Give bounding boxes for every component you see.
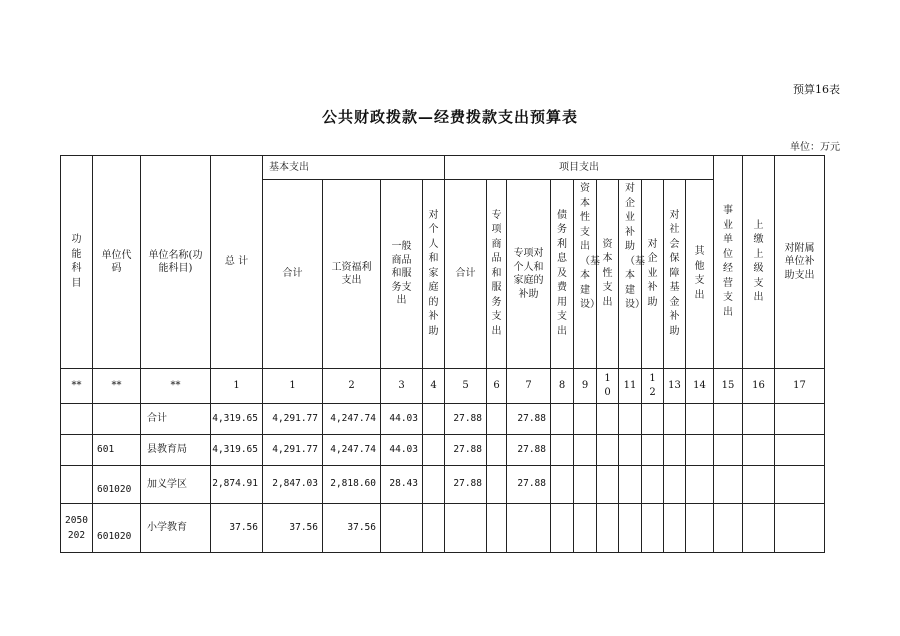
col-debt-header: 债务利息及费用支出: [551, 180, 574, 369]
basic-total-cell: 2,847.03: [263, 466, 323, 504]
table-cell: [642, 404, 664, 435]
index-cell: 14: [686, 369, 714, 404]
special-personal-cell: [507, 504, 551, 553]
func-cell: [61, 404, 93, 435]
project-total-cell: [445, 504, 487, 553]
col-personal-header: 对个人和家庭的补助: [423, 180, 445, 369]
index-cell: 9: [574, 369, 597, 404]
special-personal-cell: 27.88: [507, 466, 551, 504]
table-cell: [642, 435, 664, 466]
table-cell: [686, 404, 714, 435]
basic-total-cell: 37.56: [263, 504, 323, 553]
total-cell: 37.56: [211, 504, 263, 553]
table-cell: [619, 404, 642, 435]
special-goods-cell: [487, 504, 507, 553]
project-total-cell: 27.88: [445, 404, 487, 435]
table-cell: [597, 404, 619, 435]
col-name-header: 单位名称(功能科目): [141, 156, 211, 369]
col-special-personal-header: 专项对个人和家庭的补助: [507, 180, 551, 369]
salary-cell: 4,247.74: [323, 404, 381, 435]
goods-cell: 28.43: [381, 466, 423, 504]
index-cell: 1: [211, 369, 263, 404]
func-cell: 2050202: [61, 504, 93, 553]
table-cell: [714, 466, 743, 504]
total-cell: 4,319.65: [211, 404, 263, 435]
salary-cell: 2,818.60: [323, 466, 381, 504]
page-title: 公共财政拨款—经费拨款支出预算表: [321, 108, 578, 126]
table-cell: [686, 435, 714, 466]
col-capital-a-header: 资本性支出（基本建设）: [574, 180, 597, 369]
table-cell: [775, 435, 825, 466]
col-func-header: 功能科目: [61, 156, 93, 369]
index-cell: 2: [323, 369, 381, 404]
table-cell: [743, 435, 775, 466]
index-cell: **: [93, 369, 141, 404]
personal-cell: [423, 404, 445, 435]
table-cell: [551, 404, 574, 435]
index-cell: 3: [381, 369, 423, 404]
index-cell: 16: [743, 369, 775, 404]
table-row: [61, 504, 825, 553]
table-cell: [597, 435, 619, 466]
index-cell: 6: [487, 369, 507, 404]
table-cell: [664, 435, 686, 466]
table-cell: [743, 466, 775, 504]
table-cell: [686, 466, 714, 504]
col-upper-header: 上缴上级支出: [743, 156, 775, 369]
index-cell: 1: [263, 369, 323, 404]
table-cell: [686, 504, 714, 553]
table-cell: [664, 404, 686, 435]
col-project-total-header: 合计: [445, 180, 487, 369]
budget-table-number: 预算16表: [793, 83, 840, 96]
table-cell: [551, 504, 574, 553]
salary-cell: 4,247.74: [323, 435, 381, 466]
table-cell: [619, 504, 642, 553]
col-total-header: 总 计: [211, 156, 263, 369]
table-cell: [775, 466, 825, 504]
col-goods-header: 一般商品和服务支出: [381, 180, 423, 369]
special-personal-cell: 27.88: [507, 435, 551, 466]
special-goods-cell: [487, 435, 507, 466]
col-undertaking-header: 事业单位经营支出: [714, 156, 743, 369]
project-total-cell: 27.88: [445, 435, 487, 466]
index-cell: 5: [445, 369, 487, 404]
personal-cell: [423, 435, 445, 466]
code-cell: [93, 404, 141, 435]
table-row: [61, 435, 825, 466]
index-cell: 10: [597, 369, 619, 404]
total-cell: 4,319.65: [211, 435, 263, 466]
index-cell: **: [141, 369, 211, 404]
goods-cell: 44.03: [381, 404, 423, 435]
table-cell: [664, 504, 686, 553]
name-cell: 加义学区: [141, 466, 211, 504]
table-cell: [619, 435, 642, 466]
table-cell: [551, 466, 574, 504]
goods-cell: 44.03: [381, 435, 423, 466]
table-cell: [574, 404, 597, 435]
goods-cell: [381, 504, 423, 553]
code-cell: 601020: [93, 504, 141, 553]
special-goods-cell: [487, 466, 507, 504]
code-cell: 601020: [93, 466, 141, 504]
table-cell: [574, 435, 597, 466]
table-cell: [664, 466, 686, 504]
table-cell: [551, 435, 574, 466]
col-social-header: 对社会保障基金补助: [664, 180, 686, 369]
budget-table: [60, 155, 825, 553]
col-capital-b-header: 资本性支出: [597, 180, 619, 369]
col-special-goods-header: 专项商品和服务支出: [487, 180, 507, 369]
table-cell: [775, 404, 825, 435]
personal-cell: [423, 466, 445, 504]
table-cell: [642, 466, 664, 504]
personal-cell: [423, 504, 445, 553]
code-cell: 601: [93, 435, 141, 466]
table-cell: [597, 466, 619, 504]
col-basic-total-header: 合计: [263, 180, 323, 369]
col-code-header: 单位代码: [93, 156, 141, 369]
basic-expense-group-header: 基本支出: [263, 156, 445, 180]
basic-total-cell: 4,291.77: [263, 404, 323, 435]
func-cell: [61, 466, 93, 504]
special-personal-cell: 27.88: [507, 404, 551, 435]
index-row: [61, 369, 825, 404]
table-cell: [714, 404, 743, 435]
index-cell: **: [61, 369, 93, 404]
index-cell: 15: [714, 369, 743, 404]
name-cell: 小学教育: [141, 504, 211, 553]
project-total-cell: 27.88: [445, 466, 487, 504]
table-cell: [574, 504, 597, 553]
unit-label: 单位：万元: [790, 142, 840, 153]
total-cell: 2,874.91: [211, 466, 263, 504]
header-row-1: [61, 156, 825, 180]
name-cell: 合计: [141, 404, 211, 435]
basic-total-cell: 4,291.77: [263, 435, 323, 466]
index-cell: 17: [775, 369, 825, 404]
table-cell: [714, 504, 743, 553]
index-cell: 7: [507, 369, 551, 404]
col-enterprise-b-header: 对企业补助: [642, 180, 664, 369]
col-enterprise-a-header: 对企业补助（基本建设）: [619, 180, 642, 369]
index-cell: 8: [551, 369, 574, 404]
table-cell: [714, 435, 743, 466]
table-cell: [597, 504, 619, 553]
table-cell: [743, 504, 775, 553]
table-row: [61, 404, 825, 435]
table-cell: [642, 504, 664, 553]
name-cell: 县教育局: [141, 435, 211, 466]
table-cell: [574, 466, 597, 504]
project-expense-group-header: 项目支出: [445, 156, 714, 180]
index-cell: 4: [423, 369, 445, 404]
col-other-header: 其他支出: [686, 180, 714, 369]
table-cell: [619, 466, 642, 504]
special-goods-cell: [487, 404, 507, 435]
salary-cell: 37.56: [323, 504, 381, 553]
table-cell: [743, 404, 775, 435]
index-cell: 12: [642, 369, 664, 404]
table-cell: [775, 504, 825, 553]
col-affiliated-header: 对附属单位补助支出: [775, 156, 825, 369]
func-cell: [61, 435, 93, 466]
index-cell: 13: [664, 369, 686, 404]
table-row: [61, 466, 825, 504]
col-salary-header: 工资福利支出: [323, 180, 381, 369]
index-cell: 11: [619, 369, 642, 404]
